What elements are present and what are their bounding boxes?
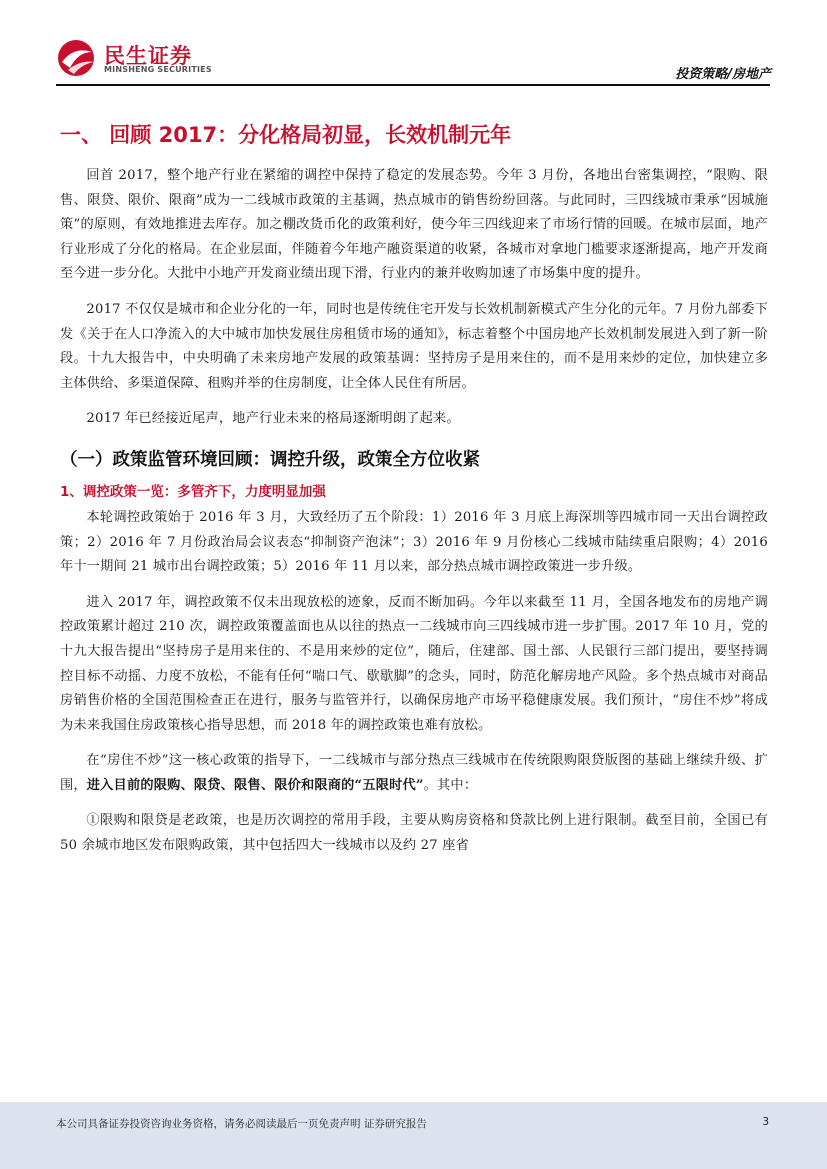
section-tag: 投资策略/房地产 bbox=[675, 67, 771, 82]
report-body bbox=[60, 120, 768, 859]
emphasized-text: 进入目前的限购、限贷、限售、限价和限商的“五限时代” bbox=[86, 777, 424, 793]
body-paragraph: 2017 年已经接近尾声，地产行业未来的格局逐渐明朗了起来。 bbox=[86, 411, 460, 427]
footer-disclaimer: 本公司具备证券投资咨询业务资格，请务必阅读最后一页免责声明 证券研究报告 bbox=[56, 1118, 427, 1130]
page-footer bbox=[0, 1102, 827, 1169]
body-paragraph: ①限购和限贷是老政策，也是历次调控的常用手段，主要从购房资格和贷款比例上进行限制。截至目前，全国已有 50 余城市地区发布限购政策，其中包括四大一线城市以及约 27 座省 bbox=[60, 813, 768, 854]
logo-text-cn: 民生证券 bbox=[104, 44, 192, 68]
subsection-heading: 1、调控政策一览：多管齐下，力度明显加强 bbox=[60, 483, 326, 500]
logo-text-en: MINSHENG SECURITIES bbox=[104, 65, 212, 74]
page-number: 3 bbox=[762, 1116, 769, 1128]
header-divider bbox=[56, 84, 770, 86]
chapter-title: 一、 回顾 2017：分化格局初显，长效机制元年 bbox=[60, 123, 512, 147]
body-paragraph bbox=[60, 749, 768, 798]
section-heading: （一）政策监管环境回顾：调控升级，政策全方位收紧 bbox=[60, 449, 480, 470]
body-paragraph: 本轮调控政策始于 2016 年 3 月，大致经历了五个阶段：1）2016 年 3 月底上海深圳等四城市同一天出台调控政策；2）2016 年 7 月份政治局会议表态“抑制资产泡沫”；3）2016 年 9 月份核心二线城市陆续重启限购；4）2016 年十一期间 21 城市出台调控政策；5）2016 年 11 月以来，部分热点城市调控政策进一步升级。 bbox=[60, 509, 768, 575]
body-paragraph: 回首 2017，整个地产行业在紧缩的调控中保持了稳定的发展态势。今年 3 月份，各地出台密集调控，“限购、限售、限贷、限价、限商”成为一二线城市政策的主基调，热点城市的销售纷纷回落。与此同时，三四线城市秉承“因城施策”的原则，有效地推进去库存。加之棚改货币化的政策利好，使今年三四线迎来了市场行情的回暖。在城市层面，地产行业形成了分化的格局。在企业层面，伴随着今年地产融资渠道的收紧，各城市对拿地门槛要求逐渐提高，地产开发商至今进一步分化。大批中小地产开发商业绩出现下滑，行业内的兼并收购加速了市场集中度的提升。 bbox=[60, 168, 768, 282]
paragraph-text: 。其中： bbox=[423, 777, 478, 793]
paragraph-text: 在“房住不炒”这一核心政策的指导下，一二线城市与部分热点三线城市在传统限购限贷版图的基础上继续升级、扩围， bbox=[60, 753, 768, 793]
page-header bbox=[0, 0, 827, 90]
body-paragraph: 2017 不仅仅是城市和企业分化的一年，同时也是传统住宅开发与长效机制新模式产生分化的元年。7 月份九部委下发《关于在人口净流入的大中城市加快发展住房租赁市场的通知》，标志着整个中国房地产长效机制发展进入到了新一阶段。十九大报告中，中央明确了未来房地产发展的政策基调：坚持房子是用来住的，而不是用来炒的定位，加快建立多主体供给、多渠道保障、租购并举的住房制度，让全体人民住有所居。 bbox=[60, 301, 768, 391]
minsheng-logo-icon bbox=[56, 38, 98, 78]
body-paragraph: 进入 2017 年，调控政策不仅未出现放松的迹象，反而不断加码。今年以来截至 11 月，全国各地发布的房地产调控政策累计超过 210 次，调控政策覆盖面也从以往的热点一二线城市向三四线城市进一步扩围。2017 年 10 月，党的十九大报告提出“坚持房子是用来住的、不是用来炒的定位”，随后，住建部、国土部、人民银行三部门提出，要坚持调控目标不动摇、力度不放松，不能有任何“喘口气、歇歇脚”的念头，同时，防范化解房地产风险。多个热点城市对商品房销售价格的全国范围检查正在进行，服务与监管并行，以确保房地产市场平稳健康发展。我们预计，“房住不炒”将成为未来我国住房政策核心指导思想，而 2018 年的调控政策也难有放松。 bbox=[60, 594, 768, 733]
company-logo bbox=[56, 38, 226, 82]
